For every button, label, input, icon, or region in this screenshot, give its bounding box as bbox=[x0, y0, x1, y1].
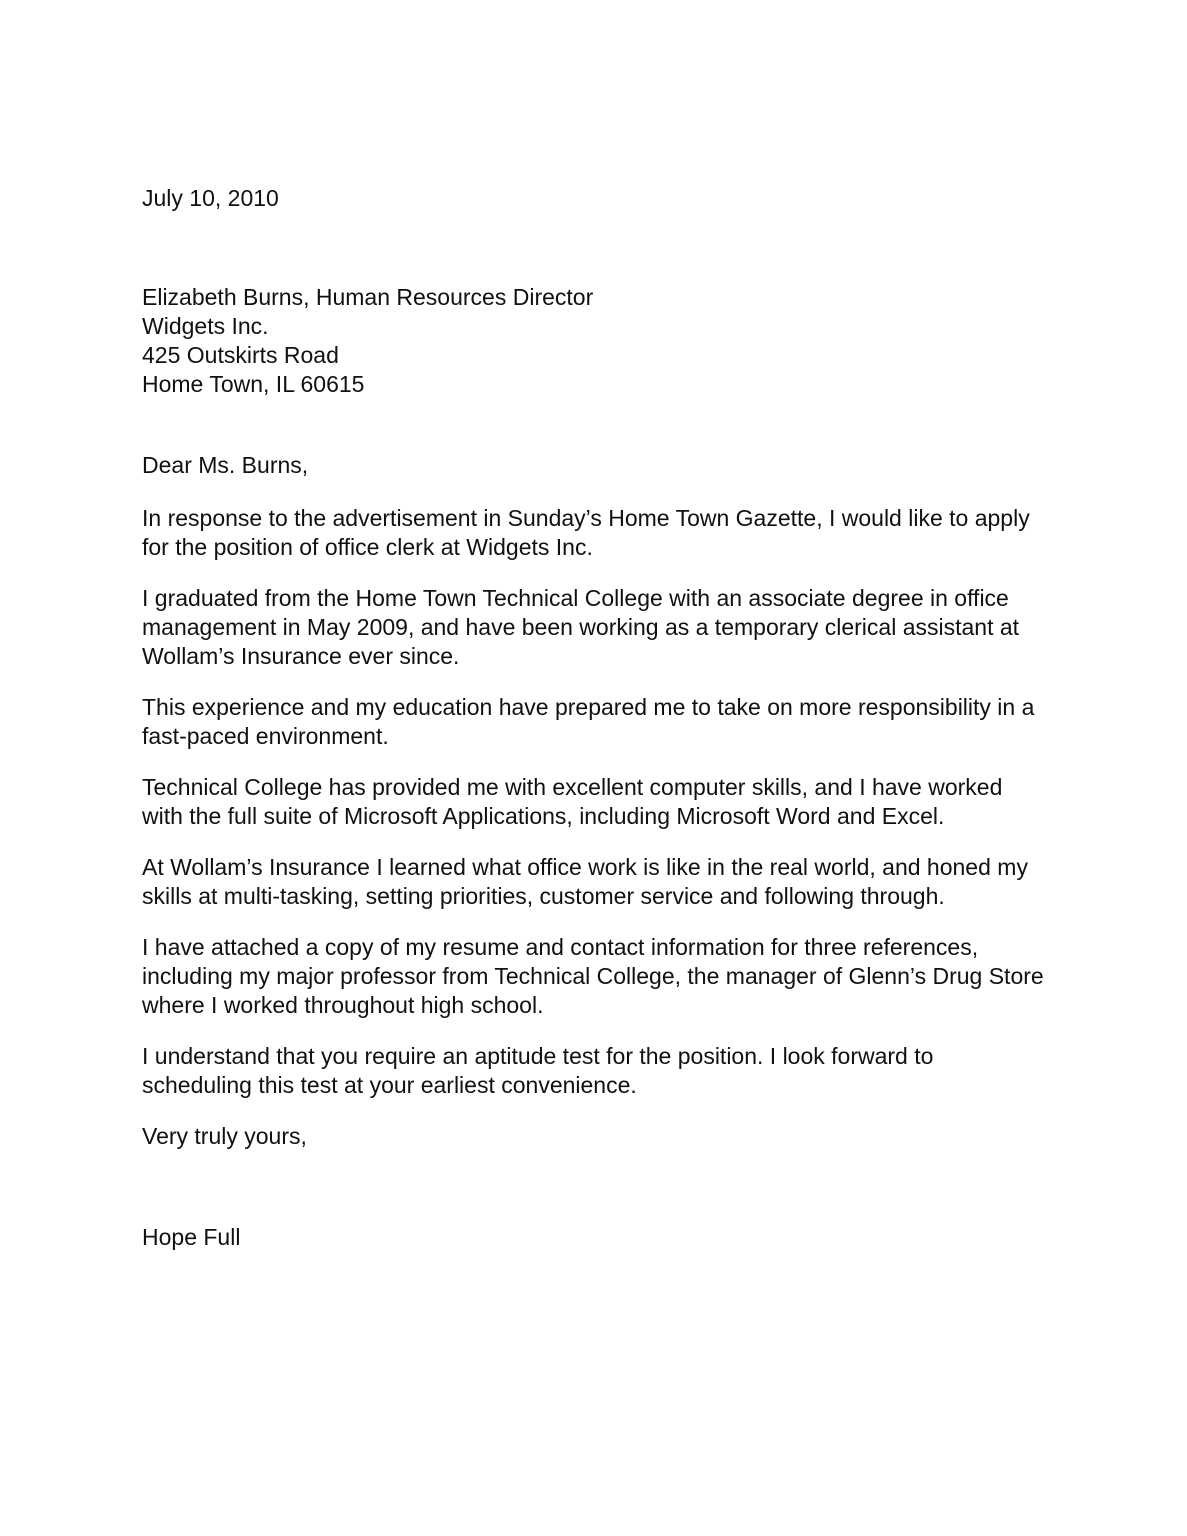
recipient-company: Widgets Inc. bbox=[142, 313, 269, 339]
body-paragraph: At Wollam’s Insurance I learned what office work is like in the real world, and honed my skills at multi-tasking, setting priorities, customer service and following through. bbox=[142, 854, 1028, 909]
body-paragraph: I understand that you require an aptitude test for the position. I look forward to scheduling this test at your earliest convenience. bbox=[142, 1043, 934, 1098]
body-paragraph: I have attached a copy of my resume and contact information for three references, including my major professor from Technical College, the manager of Glenn’s Drug Store where I worked throughout high school. bbox=[142, 934, 1044, 1018]
recipient-city-state-zip: Home Town, IL 60615 bbox=[142, 371, 365, 397]
recipient-name-title: Elizabeth Burns, Human Resources Director bbox=[142, 284, 594, 310]
body-paragraph: In response to the advertisement in Sunday’s Home Town Gazette, I would like to apply for the position of office clerk at Widgets Inc. bbox=[142, 505, 1030, 560]
recipient-address-block bbox=[142, 283, 1045, 399]
body-paragraph: Technical College has provided me with excellent computer skills, and I have worked with the full suite of Microsoft Applications, including Microsoft Word and Excel. bbox=[142, 774, 1003, 829]
closing-phrase: Very truly yours, bbox=[142, 1123, 307, 1149]
salutation: Dear Ms. Burns, bbox=[142, 452, 309, 478]
recipient-street: 425 Outskirts Road bbox=[142, 342, 339, 368]
body-paragraph: I graduated from the Home Town Technical College with an associate degree in office management in May 2009, and have been working as a temporary clerical assistant at Wollam’s Insurance ever since. bbox=[142, 585, 1020, 669]
letter-date: July 10, 2010 bbox=[142, 185, 279, 211]
body-paragraph: This experience and my education have prepared me to take on more responsibility in a fast-paced environment. bbox=[142, 694, 1035, 749]
signature-name: Hope Full bbox=[142, 1224, 241, 1250]
